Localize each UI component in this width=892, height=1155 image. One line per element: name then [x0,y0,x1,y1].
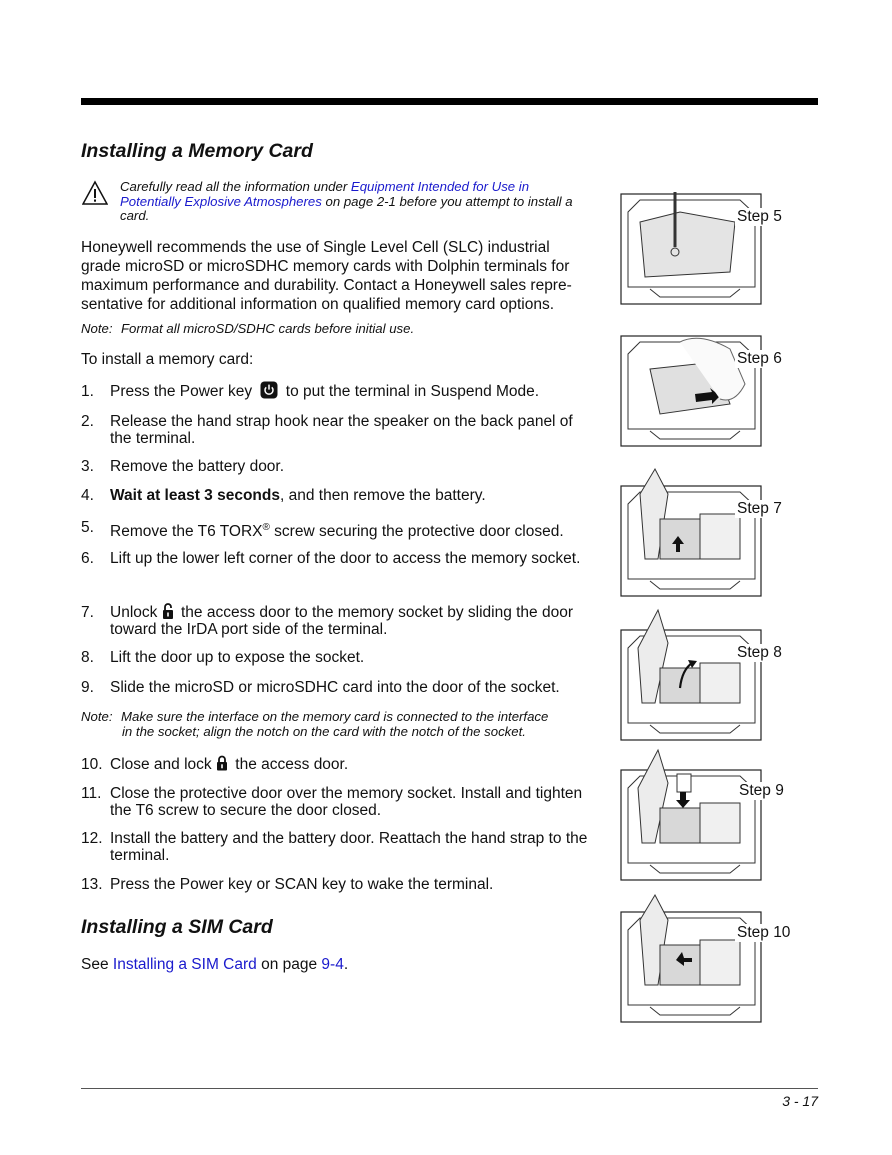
note-text: Make sure the interface on the memory card is connected to the interface [121,709,549,724]
step-text: Press the Power key [110,383,257,400]
terminal-illustration [620,608,805,743]
figure-label: Step 10 [737,924,791,941]
step-text: Lift up the lower left corner of the door to access the memory socket. [110,550,581,567]
step-number: 11. [81,785,102,802]
list-item [81,877,591,894]
page-link-9-4[interactable]: 9-4 [321,956,344,973]
figure-step-7 [620,464,805,599]
list-item [81,831,591,864]
sim-card-link[interactable]: Installing a SIM Card [112,956,257,973]
note-interface [81,710,601,739]
list-item [81,551,591,568]
power-key-icon [260,381,278,399]
caution-text-post: on page 2-1 before you attempt to install a card. [120,193,573,223]
list-item [81,605,591,638]
terminal-illustration [620,890,805,1025]
caution-block [82,180,582,224]
figure-label: Step 8 [737,644,782,661]
list-item [81,414,591,447]
caution-text-pre: Carefully read all the information under [120,179,351,194]
step-number: 13. [81,876,103,893]
step-text: to put the terminal in Suspend Mode. [281,383,540,400]
figure-label: Step 5 [737,208,782,225]
step-number: 2. [81,413,94,430]
step-text: Unlock [110,604,162,621]
intro-paragraph: Honeywell recommends the use of Single Level Cell (SLC) industrial grade microSD or microSDHC memory cards with Dolphin terminals for maximum performance and durability. Contact a Honeywell sales repre-sentative for additional information on qualified memory card options. [81,239,572,313]
sim-text: See [81,956,113,973]
step-text: Remove the battery door. [110,458,285,475]
step-text: , and then remove the battery. [280,487,486,504]
steps-lead: To install a memory card: [81,351,254,368]
step-number: 1. [81,383,94,400]
list-item [81,786,591,819]
list-item [81,650,591,667]
list-item [81,757,591,774]
figure-label: Step 7 [737,500,782,517]
step-text: screw securing the protective door closed. [269,523,564,541]
header-rule [81,98,818,105]
note-format [81,322,601,337]
sim-card-reference [81,955,591,974]
step-number: 12. [81,830,103,847]
step-text: Slide the microSD or microSDHC card into the door of the socket. [110,679,560,696]
page-number: 3 - 17 [782,1093,818,1109]
step-number: 4. [81,487,94,504]
list-item [81,384,591,401]
note-label: Note: [81,709,113,724]
step-text: Remove the T6 TORX [110,523,263,541]
step-text: Release the hand strap hook near the speaker on the back panel of the terminal. [110,413,573,447]
list-item [81,680,591,697]
step-number: 5. [81,519,94,536]
lock-icon [216,755,228,771]
terminal-illustration [620,748,805,883]
step-text: the access door to the memory socket by sliding the door toward the IrDA port side of the terminal. [110,604,573,638]
caution-link-explosive-atmospheres[interactable]: Equipment Intended for Use in Potentially Explosive Atmospheres [120,179,530,209]
note-text: in the socket; align the notch on the card with the notch of the socket. [122,723,526,739]
figure-step-6 [620,334,805,449]
step-text: Lift the door up to expose the socket. [110,649,365,666]
sim-text: . [343,956,349,973]
sim-text: on page [256,956,322,973]
section-title-sim-card: Installing a SIM Card [81,916,273,938]
step-number: 10. [81,756,103,773]
list-item [81,488,591,505]
figure-step-10 [620,890,805,1025]
figure-step-9 [620,748,805,883]
figure-label: Step 9 [739,782,784,799]
step-number: 8. [81,649,94,666]
section-title-memory-card: Installing a Memory Card [81,140,313,162]
footer-rule [81,1088,818,1089]
step-number: 3. [81,458,94,475]
note-text: Format all microSD/SDHC cards before initial use. [121,321,415,336]
terminal-illustration [620,464,805,599]
step-text: Close and lock [110,756,216,773]
list-item [81,520,591,541]
unlock-icon [162,602,174,620]
step-emphasis: Wait at least 3 seconds [110,487,280,504]
step-number: 7. [81,604,94,621]
step-number: 9. [81,679,94,696]
step-number: 6. [81,550,94,567]
figure-label: Step 6 [737,350,782,367]
registered-mark: ® [262,522,270,533]
list-item [81,459,591,476]
caution-triangle-icon [82,180,108,206]
note-label: Note: [81,321,113,336]
step-text: Close the protective door over the memory socket. Install and tighten the T6 screw to secure the door closed. [110,785,583,819]
step-text: the access door. [230,756,349,773]
figure-step-8 [620,608,805,743]
step-text: Press the Power key or SCAN key to wake the terminal. [110,876,494,893]
step-text: Install the battery and the battery door. Reattach the hand strap to the terminal. [110,830,588,864]
figure-step-5 [620,192,805,307]
